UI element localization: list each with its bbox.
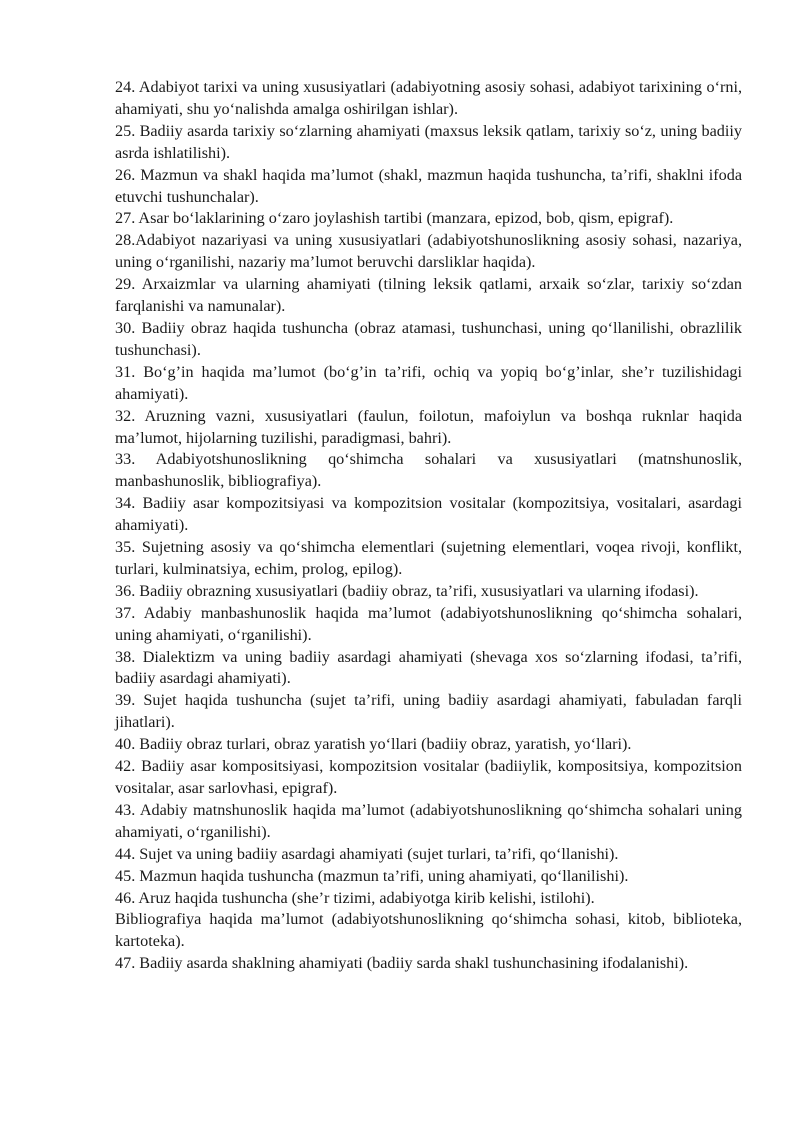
question-item-bibliografiya: Bibliografiya haqida ma’lumot (adabiyotshunoslikning qo‘shimcha sohasi, kitob, biblioteka, kartoteka). (115, 910, 742, 951)
question-item-43: 43. Adabiy matnshunoslik haqida ma’lumot (adabiyotshunoslikning qo‘shimcha sohalari uning ahamiyati, o‘rganilishi). (115, 800, 742, 841)
question-item-28: 28.Adabiyot nazariyasi va uning xususiyatlari (adabiyotshunoslikning asosiy sohasi, nazariya, uning o‘rganilishi, nazariy ma’lumot beruvchi darsliklar haqida). (115, 231, 742, 272)
question-item-44: 44. Sujet va uning badiiy asardagi ahamiyati (sujet turlari, ta’rifi, qo‘llanishi). (115, 844, 619, 863)
document-page (115, 77, 742, 975)
question-item-47: 47. Badiiy asarda shaklning ahamiyati (badiiy sarda shakl tushunchasining ifodalanishi). (115, 954, 689, 973)
question-item-39: 39. Sujet haqida tushuncha (sujet ta’rifi, uning badiiy asardagi ahamiyati, fabuladan farqli jihatlari). (115, 691, 742, 732)
question-item-46: 46. Aruz haqida tushuncha (she’r tizimi, adabiyotga kirib kelishi, istilohi). (115, 888, 595, 907)
question-item-37: 37. Adabiy manbashunoslik haqida ma’lumot (adabiyotshunoslikning qo‘shimcha sohalari, uning ahamiyati, o‘rganilishi). (115, 603, 742, 644)
question-item-42: 42. Badiiy asar kompositsiyasi, kompozitsion vositalar (badiiylik, kompositsiya, kompozitsion vositalar, asar sarlovhasi, epigraf). (115, 757, 742, 797)
question-item-40: 40. Badiiy obraz turlari, obraz yaratish yo‘llari (badiiy obraz, yaratish, yo‘llari). (115, 735, 632, 754)
question-item-24: 24. Adabiyot tarixi va uning xususiyatlari (adabiyotning asosiy sohasi, adabiyot tarixining o‘rni, ahamiyati, shu yo‘nalishda amalga oshirilgan ishlar). (115, 78, 742, 118)
question-item-36: 36. Badiiy obrazning xususiyatlari (badiiy obraz, ta’rifi, xususiyatlari va ularning ifodasi). (115, 581, 699, 600)
question-item-35: 35. Sujetning asosiy va qo‘shimcha elementlari (sujetning elementlari, voqea rivoji, konflikt, turlari, kulminatsiya, echim, prolog, epilog). (115, 538, 742, 578)
question-item-26: 26. Mazmun va shakl haqida ma’lumot (shakl, mazmun haqida tushuncha, ta’rifi, shaklni ifoda etuvchi tushunchalar). (115, 165, 742, 206)
question-item-30: 30. Badiiy obraz haqida tushuncha (obraz atamasi, tushunchasi, uning qo‘llanilishi, obrazlilik tushunchasi). (115, 318, 742, 359)
question-item-25: 25. Badiiy asarda tarixiy so‘zlarning ahamiyati (maxsus leksik qatlam, tarixiy so‘z, uning badiiy asrda ishlatilishi). (115, 121, 742, 162)
question-item-29: 29. Arxaizmlar va ularning ahamiyati (tilning leksik qatlami, arxaik so‘zlar, tarixiy so‘zdan farqlanishi va namunalar). (115, 275, 742, 316)
question-item-34: 34. Badiiy asar kompozitsiyasi va kompozitsion vositalar (kompozitsiya, vositalari, asardagi ahamiyati). (115, 494, 742, 535)
question-item-32: 32. Aruzning vazni, xususiyatlari (faulun, foilotun, mafoiylun va boshqa ruknlar haqida ma’lumot, hijolarning tuzilishi, paradigmasi, bahri). (115, 406, 742, 447)
question-item-31: 31. Bo‘g’in haqida ma’lumot (bo‘g’in ta’rifi, ochiq va yopiq bo‘g’inlar, she’r tuzilishidagi ahamiyati). (115, 362, 742, 403)
question-item-33: 33. Adabiyotshunoslikning qo‘shimcha sohalari va xususiyatlari (matnshunoslik, manbashunoslik, bibliografiya). (115, 450, 742, 491)
question-item-27: 27. Asar bo‘laklarining o‘zaro joylashish tartibi (manzara, epizod, bob, qism, epigraf). (115, 209, 674, 228)
question-item-45: 45. Mazmun haqida tushuncha (mazmun ta’rifi, uning ahamiyati, qo‘llanilishi). (115, 866, 629, 885)
question-item-38: 38. Dialektizm va uning badiiy asardagi ahamiyati (shevaga xos so‘zlarning ifodasi, ta’rifi, badiiy asardagi ahamiyati). (115, 647, 742, 688)
